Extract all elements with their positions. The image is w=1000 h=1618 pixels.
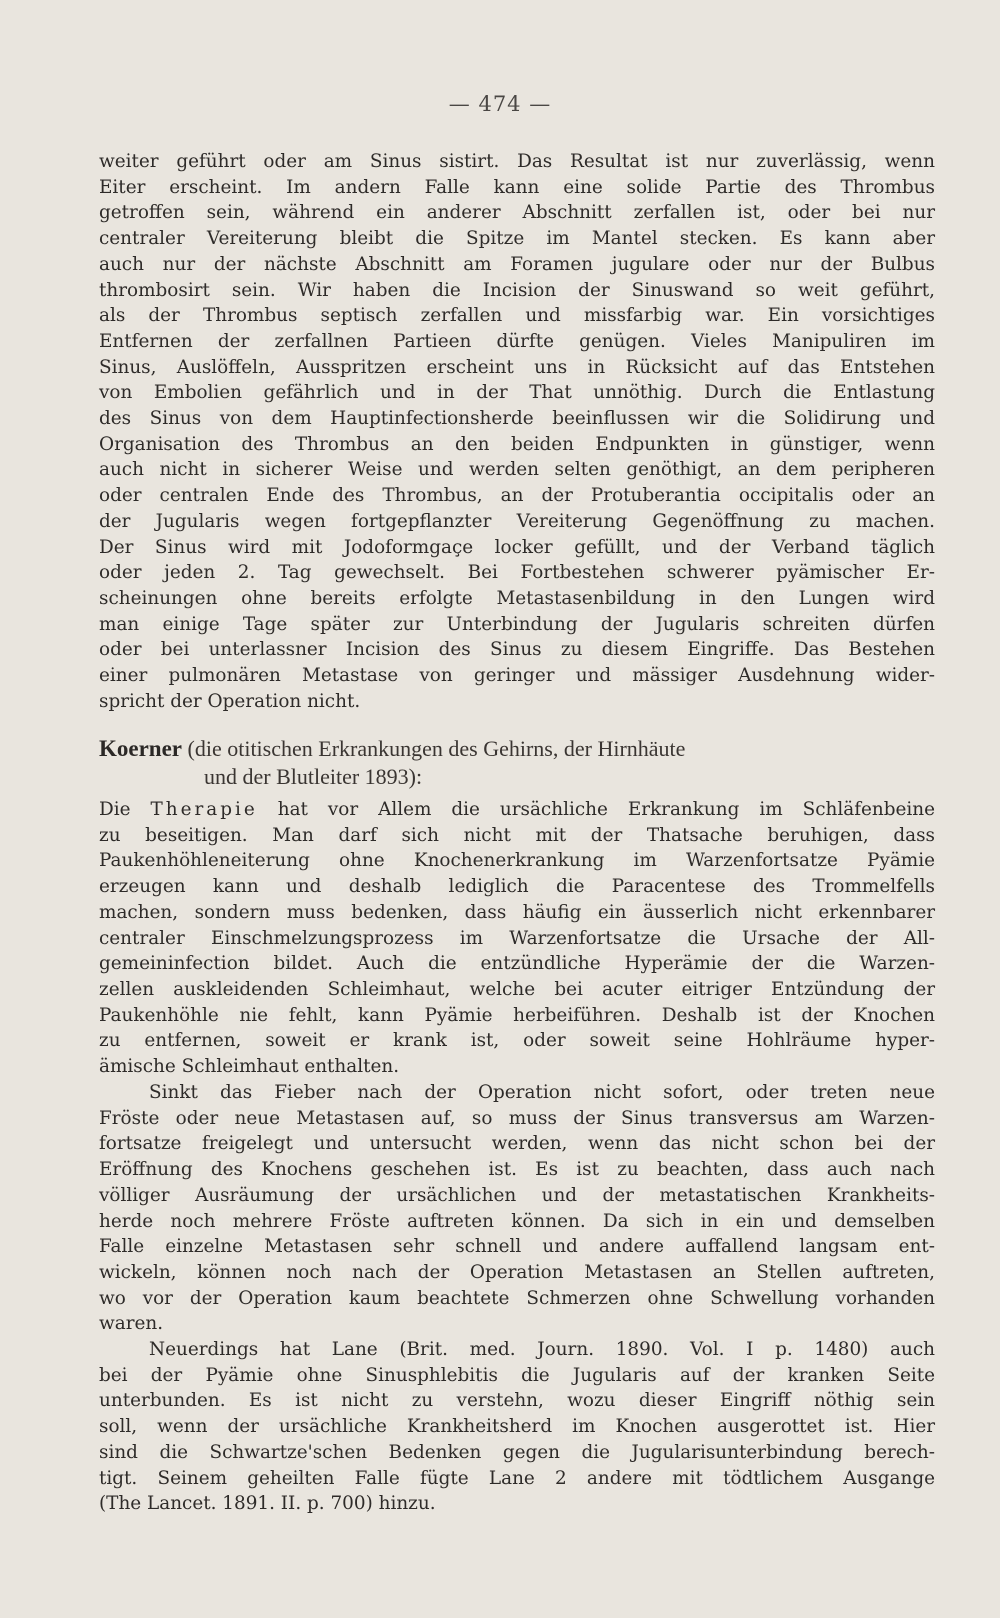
- text-line: scheinungen ohne bereits erfolgte Metastasenbildung in den Lungen wird: [99, 587, 935, 609]
- text-line: Eröffnung des Knochens geschehen ist. Es ist zu beachten, dass auch nach: [99, 1159, 935, 1181]
- text-line: einer pulmonären Metastase von geringer und mässiger Ausdehnung wider-: [99, 665, 935, 687]
- text-line: sind die Schwartze'schen Bedenken gegen die Jugularisunterbindung berech-: [99, 1441, 935, 1463]
- section-heading: [99, 735, 935, 791]
- text-line: getroffen sein, während ein anderer Abschnitt zerfallen ist, oder bei nur: [99, 202, 935, 224]
- heading-line: [99, 735, 935, 763]
- text-line: soll, wenn der ursächliche Krankheitsherd im Knochen ausgerottet ist. Hier: [99, 1416, 935, 1438]
- text-line: waren.: [99, 1313, 164, 1335]
- text-line: fortsatze freigelegt und untersucht werden, wenn das nicht schon bei der: [99, 1133, 935, 1155]
- text-line: centraler Einschmelzungsprozess im Warzenfortsatze die Ursache der All-: [99, 927, 935, 949]
- text-line: (The Lancet. 1891. II. p. 700) hinzu.: [99, 1493, 436, 1515]
- text-line: wickeln, können noch nach der Operation Metastasen an Stellen auftreten,: [99, 1261, 935, 1283]
- text-line: Entfernen der zerfallnen Partieen dürfte genügen. Vieles Manipuliren im: [99, 330, 935, 352]
- text-line: gemeininfection bildet. Auch die entzündliche Hyperämie der die Warzen-: [99, 953, 935, 975]
- paragraph-1: [99, 149, 935, 714]
- text-line: tigt. Seinem geheilten Falle fügte Lane 2 andere mit tödtlichem Ausgange: [99, 1467, 935, 1489]
- text-line: erzeugen kann und deshalb lediglich die Paracentese des Trommelfells: [99, 876, 935, 898]
- text-fragment: Die: [99, 799, 151, 820]
- paragraph-2: [99, 797, 935, 1080]
- heading-line: und der Blutleiter 1893):: [204, 764, 423, 789]
- text-line: als der Thrombus septisch zerfallen und missfarbig war. Ein vorsichtiges: [99, 305, 935, 327]
- text-line: Sinkt das Fieber nach der Operation nicht sofort, oder treten neue: [149, 1082, 935, 1103]
- heading-title: (die otitischen Erkrankungen des Gehirns, der Hirnhäute: [182, 736, 686, 761]
- text-fragment: hat vor Allem die ursächliche Erkrankung im Schläfenbeine: [257, 799, 935, 820]
- text-line: des Sinus von dem Hauptinfectionsherde beeinflussen wir die Solidirung und: [99, 408, 935, 430]
- text-line: Neuerdings hat Lane (Brit. med. Journ. 1890. Vol. I p. 1480) auch: [149, 1339, 935, 1360]
- text-line: machen, sondern muss bedenken, dass häufig ein äusserlich nicht erkennbarer: [99, 901, 935, 923]
- text-line: thrombosirt sein. Wir haben die Incision der Sinuswand so weit geführt,: [99, 279, 935, 301]
- text-line: spricht der Operation nicht.: [99, 690, 361, 712]
- page-number: — 474 —: [448, 92, 552, 116]
- text-line: Paukenhöhleneiterung ohne Knochenerkrankung im Warzenfortsatze Pyämie: [99, 850, 935, 872]
- text-line: centraler Vereiterung bleibt die Spitze im Mantel stecken. Es kann aber: [99, 228, 935, 250]
- text-line: Sinus, Auslöffeln, Ausspritzen erscheint uns in Rücksicht auf das Entstehen: [99, 356, 935, 378]
- text-line: zu entfernen, soweit er krank ist, oder soweit seine Hohlräume hyper-: [99, 1030, 935, 1052]
- text-line: Eiter erscheint. Im andern Falle kann eine solide Partie des Thrombus: [99, 176, 935, 198]
- text-line: oder jeden 2. Tag gewechselt. Bei Fortbestehen schwerer pyämischer Er-: [99, 562, 935, 584]
- text-line: der Jugularis wegen fortgepflanzter Vereiterung Gegenöffnung zu machen.: [99, 510, 935, 532]
- text-line: unterbunden. Es ist nicht zu verstehn, wozu dieser Eingriff nöthig sein: [99, 1390, 935, 1412]
- paragraph-4: [99, 1337, 935, 1517]
- text-line: Der Sinus wird mit Jodoformgaçe locker gefüllt, und der Verband täglich: [99, 536, 935, 558]
- spaced-term: Therapie: [150, 799, 258, 820]
- text-line: oder bei unterlassner Incision des Sinus zu diesem Eingriffe. Das Bestehen: [99, 639, 935, 661]
- text-line: wo vor der Operation kaum beachtete Schmerzen ohne Schwellung vorhanden: [99, 1287, 935, 1309]
- text-line: herde noch mehrere Fröste auftreten können. Da sich in ein und demselben: [99, 1210, 935, 1232]
- text-line: auch nur der nächste Abschnitt am Foramen jugulare oder nur der Bulbus: [99, 253, 935, 275]
- text-line: zu beseitigen. Man darf sich nicht mit der Thatsache beruhigen, dass: [99, 824, 935, 846]
- paragraph-3: [99, 1080, 935, 1337]
- text-line: oder centralen Ende des Thrombus, an der Protuberantia occipitalis oder an: [99, 485, 935, 507]
- text-line: Paukenhöhle nie fehlt, kann Pyämie herbeiführen. Deshalb ist der Knochen: [99, 1004, 935, 1026]
- text-line: völliger Ausräumung der ursächlichen und der metastatischen Krankheits-: [99, 1184, 935, 1206]
- text-line: ämische Schleimhaut enthalten.: [99, 1056, 400, 1078]
- text-line: von Embolien gefährlich und in der That unnöthig. Durch die Entlastung: [99, 382, 935, 404]
- text-line: bei der Pyämie ohne Sinusphlebitis die Jugularis auf der kranken Seite: [99, 1364, 935, 1386]
- text-line: man einige Tage später zur Unterbindung der Jugularis schreiten dürfen: [99, 613, 935, 635]
- text-line: Falle einzelne Metastasen sehr schnell und andere auffallend langsam ent-: [99, 1236, 935, 1258]
- text-line: zellen auskleidenden Schleimhaut, welche bei acuter eitriger Entzündung der: [99, 978, 935, 1000]
- text-line: Fröste oder neue Metastasen auf, so muss der Sinus transversus am Warzen-: [99, 1107, 935, 1129]
- author-name: Koerner: [99, 736, 183, 761]
- text-line: Organisation des Thrombus an den beiden Endpunkten in günstiger, wenn: [99, 433, 935, 455]
- text-line: [99, 797, 935, 823]
- text-line: weiter geführt oder am Sinus sistirt. Das Resultat ist nur zuverlässig, wenn: [99, 151, 935, 172]
- text-line: auch nicht in sicherer Weise und werden selten genöthigt, an dem peripheren: [99, 459, 935, 481]
